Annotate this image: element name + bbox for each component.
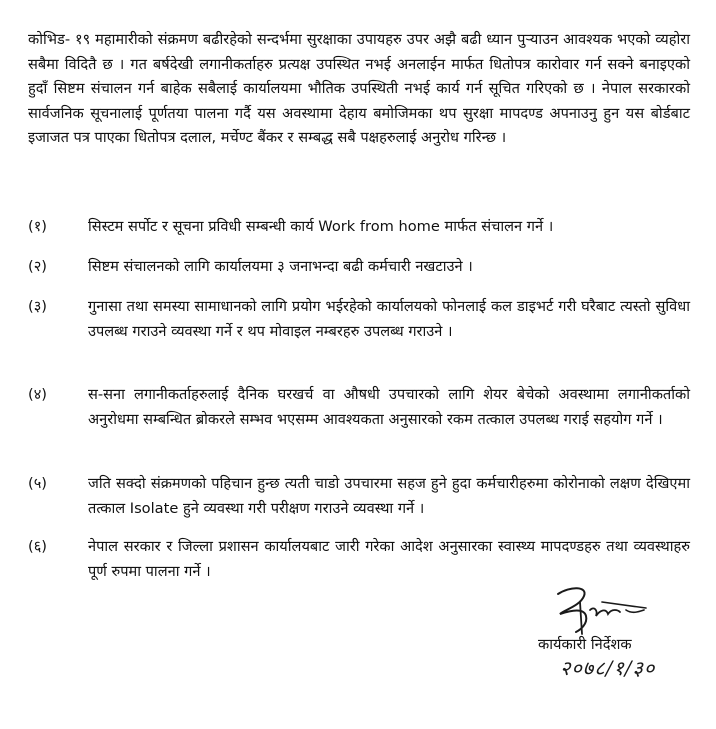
directive-number: (२) — [28, 258, 47, 275]
directive-text: गुनासा तथा समस्या सामाधानको लागि प्रयोग भईरहेको कार्यालयको फोनलाई कल डाइभर्ट गरी घरैबाट त्यस्तो सुविधा उपलब्ध गराउने व्यवस्था गर्ने र थप मोवाइल नम्बरहरु उपलब्ध गराउने । — [88, 298, 690, 340]
directive-item-6 — [28, 535, 690, 584]
handwritten-signature — [540, 580, 660, 636]
directive-number: (६) — [28, 538, 47, 555]
directive-text: सिस्टम सर्पोट र सूचना प्रविधी सम्बन्धी कार्य Work from home मार्फत संचालन गर्ने । — [88, 218, 554, 235]
signature-block — [530, 580, 690, 690]
directive-number: (१) — [28, 218, 47, 235]
directive-number: (५) — [28, 475, 47, 492]
handwritten-date: २०७८/१/३० — [560, 656, 656, 680]
signatory-designation: कार्यकारी निर्देशक — [538, 636, 632, 653]
directive-text: जति सक्दो संक्रमणको पहिचान हुन्छ त्यती चाडो उपचारमा सहज हुने हुदा कर्मचारीहरुमा कोरोनाको लक्षण देखिएमा तत्काल Isolate हुने व्यवस्था गरी परीक्षण गराउने व्यवस्था गर्ने । — [88, 475, 690, 517]
directive-number: (४) — [28, 386, 47, 403]
directive-text: स-सना लगानीकर्ताहरुलाई दैनिक घरखर्च वा औषधी उपचारको लागि शेयर बेचेको अवस्थामा लगानीकर्ताको अनुरोधमा सम्बन्धित ब्रोकरले सम्भव भएसम्म आवश्यकता अनुसारको रकम तत्काल उपलब्ध गराई सहयोग गर्ने । — [88, 386, 690, 428]
directive-text: नेपाल सरकार र जिल्ला प्रशासन कार्यालयबाट जारी गरेका आदेश अनुसारका स्वास्थ्य मापदण्डहरु तथा व्यवस्थाहरु पूर्ण रुपमा पालना गर्ने । — [88, 538, 690, 580]
directive-item-5 — [28, 472, 690, 521]
directive-text: सिष्टम संचालनको लागि कार्यालयमा ३ जनाभन्दा बढी कर्मचारी नखटाउने । — [88, 258, 473, 275]
directive-item-1 — [28, 215, 690, 240]
directive-item-3 — [28, 295, 690, 344]
directive-item-4 — [28, 383, 690, 432]
directive-number: (३) — [28, 298, 47, 315]
notice-intro-paragraph: कोभिड- १९ महामारीको संक्रमण बढीरहेको सन्दर्भमा सुरक्षाका उपायहरु उपर अझै बढी ध्यान पुर्‍याउन आवश्यक भएको व्यहोरा सबैमा विदितै छ । गत बर्षदेखी लगानीकर्ताहरु प्रत्यक्ष उपस्थित नभई अनलाईन मार्फत धितोपत्र कारोवार गर्न सक्ने बनाइएको हुदाँ सिष्टम संचालन गर्न बाहेक सबैलाई कार्यालयमा भौतिक उपस्थिती नभई कार्य गर्न सूचित गरिएको छ । नेपाल सरकारको सार्वजनिक सूचनालाई पूर्णतया पालना गर्दै यस अवस्थामा देहाय बमोजिमका थप सुरक्षा मापदण्ड अपनाउनु हुन यस बोर्डबाट इजाजत पत्र पाएका धितोपत्र दलाल, मर्चेण्ट बैंकर र सम्बद्ध सबै पक्षहरुलाई अनुरोध गरिन्छ । — [28, 31, 690, 147]
directive-item-2 — [28, 255, 690, 280]
